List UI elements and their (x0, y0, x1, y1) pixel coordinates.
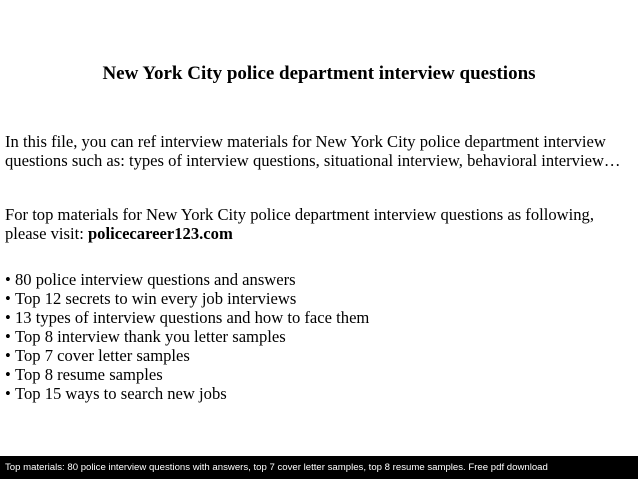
intro-paragraph: In this file, you can ref interview materials for New York City police department interview questions such as: types of interview questions, situational interview, behavioral interview… (5, 132, 621, 170)
cta-text: For top materials for New York City police department interview questions as following, (5, 205, 594, 224)
bullet-item: • Top 12 secrets to win every job interviews (5, 289, 630, 308)
bullet-item: • Top 8 interview thank you letter samples (5, 327, 630, 346)
bullet-item: • Top 7 cover letter samples (5, 346, 630, 365)
footer-banner: Top materials: 80 police interview questions with answers, top 7 cover letter samples, top 8 resume samples. Free pdf download (0, 456, 638, 479)
cta-paragraph (5, 205, 630, 243)
visit-prefix: please visit: (5, 224, 88, 243)
page-title: New York City police department interview questions (102, 63, 536, 84)
site-link[interactable]: policecareer123.com (87, 224, 233, 243)
bullet-item: • Top 8 resume samples (5, 365, 630, 384)
bullet-item: • 13 types of interview questions and how to face them (5, 308, 630, 327)
bullet-item: • 80 police interview questions and answers (5, 270, 630, 289)
bullet-item: • Top 15 ways to search new jobs (5, 384, 630, 403)
bullet-list (5, 270, 630, 403)
